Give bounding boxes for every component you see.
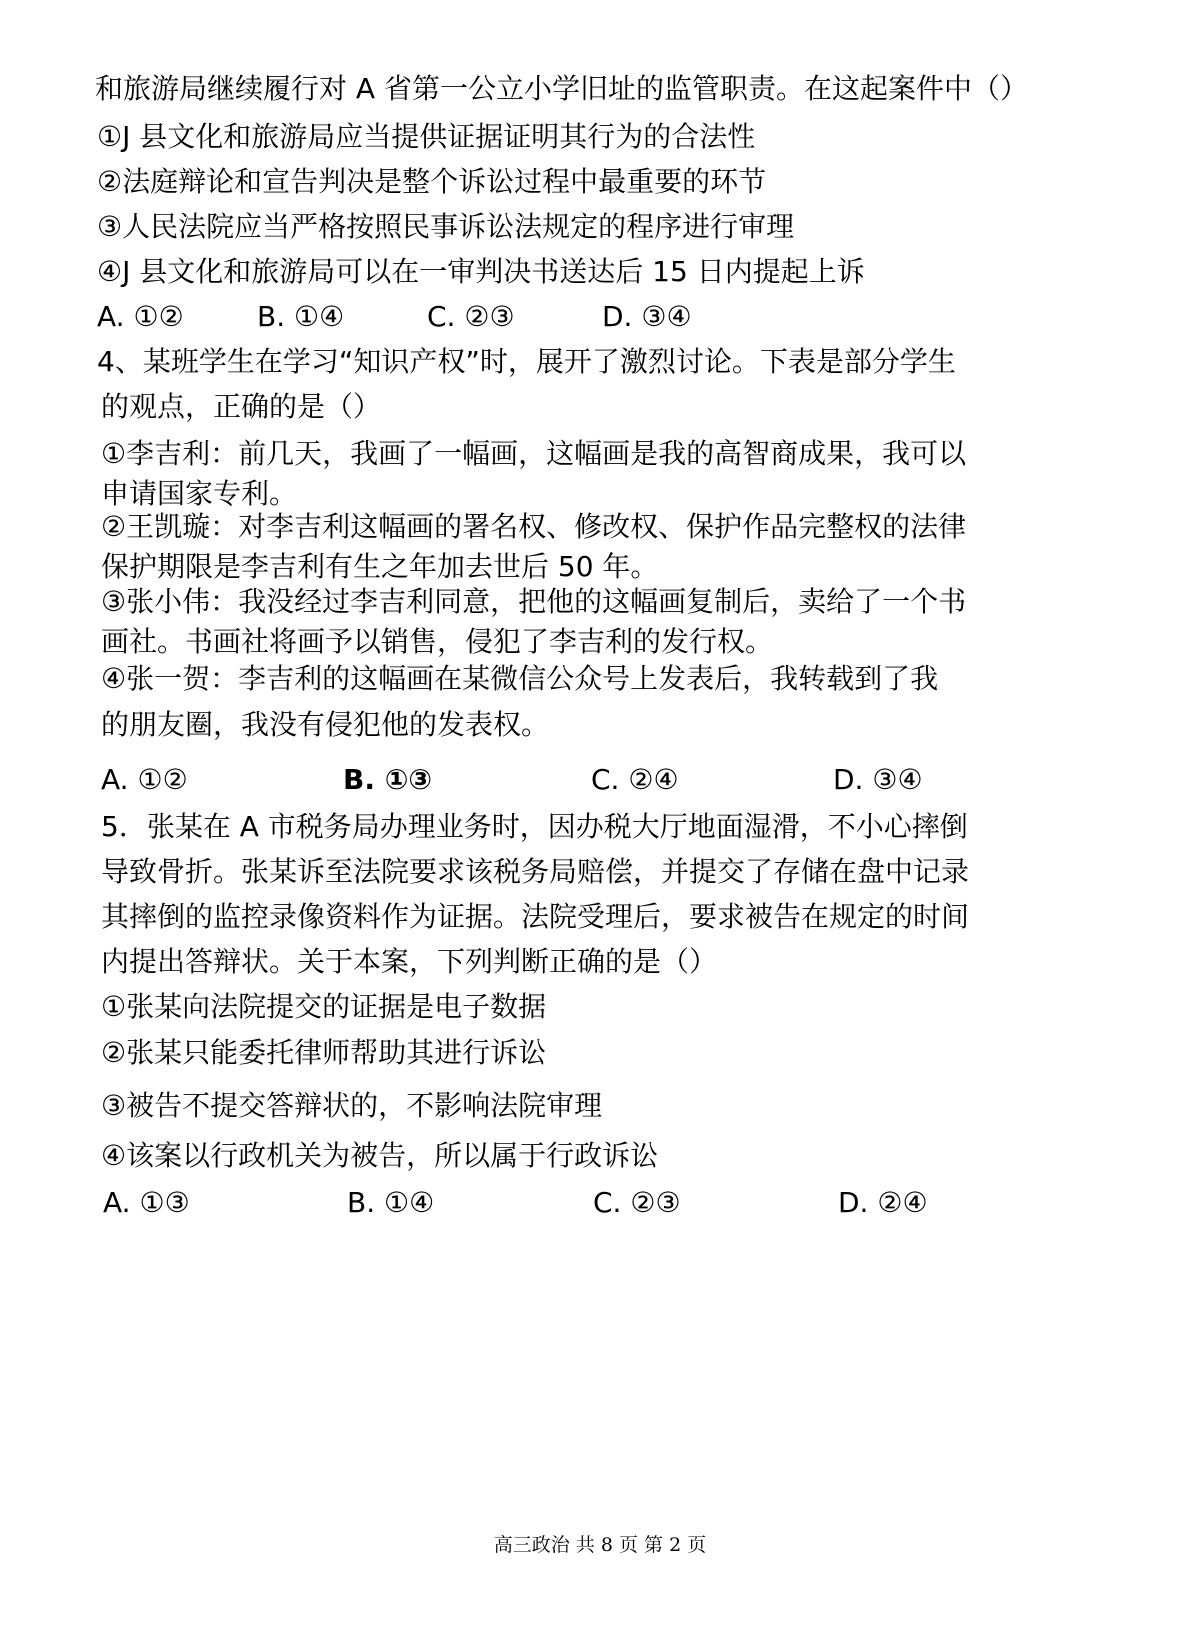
q4-item-2-line-1: ②王凯璇：对李吉利这幅画的署名权、修改权、保护作品完整权的法律	[101, 510, 967, 543]
q5-item-4: ④该案以行政机关为被告，所以属于行政诉讼	[101, 1139, 659, 1172]
q3-item-1: ①J 县文化和旅游局应当提供证据证明其行为的合法性	[97, 120, 756, 153]
q3-item-2: ②法庭辩论和宣告判决是整个诉讼过程中最重要的环节	[97, 165, 767, 198]
q4-option-c: C. ②④	[591, 763, 679, 796]
q5-option-c: C. ②③	[593, 1186, 681, 1219]
q3-item-3: ③人民法院应当严格按照民事诉讼法规定的程序进行审理	[97, 210, 795, 243]
q5-item-2: ②张某只能委托律师帮助其进行诉讼	[101, 1036, 547, 1069]
q4-item-2-line-2: 保护期限是李吉利有生之年加去世后 50 年。	[101, 550, 659, 583]
q3-stem-tail: 和旅游局继续履行对 A 省第一公立小学旧址的监管职责。在这起案件中（）	[95, 72, 1028, 105]
q4-item-3-line-2: 画社。书画社将画予以销售，侵犯了李吉利的发行权。	[101, 625, 774, 658]
q4-stem-line-1: 4、某班学生在学习“知识产权”时，展开了激烈讨论。下表是部分学生	[97, 345, 956, 378]
q3-option-c: C. ②③	[427, 300, 515, 333]
q3-item-4: ④J 县文化和旅游局可以在一审判决书送达后 15 日内提起上诉	[97, 255, 865, 288]
q3-option-d: D. ③④	[602, 300, 692, 333]
q4-item-1-line-2: 申请国家专利。	[101, 477, 298, 510]
q3-option-a: A. ①②	[97, 300, 184, 333]
q5-item-1: ①张某向法院提交的证据是电子数据	[101, 990, 547, 1023]
q4-options	[101, 763, 1001, 797]
q4-item-4-line-2: 的朋友圈，我没有侵犯他的发表权。	[101, 708, 550, 741]
q4-stem-line-2: 的观点，正确的是（）	[101, 390, 382, 423]
q4-item-3-line-1: ③张小伟：我没经过李吉利同意，把他的这幅画复制后，卖给了一个书	[101, 585, 967, 618]
q5-options	[103, 1186, 1003, 1220]
q3-options	[97, 300, 797, 334]
q5-option-d: D. ②④	[838, 1186, 928, 1219]
q4-item-1-line-1: ①李吉利：前几天，我画了一幅画，这幅画是我的高智商成果，我可以	[101, 437, 967, 470]
q4-option-a: A. ①②	[101, 763, 188, 796]
q4-option-b: B. ①③	[343, 763, 433, 796]
q4-option-d: D. ③④	[833, 763, 923, 796]
q5-stem-line-1: 5．张某在 A 市税务局办理业务时，因办税大厅地面湿滑，不小心摔倒	[101, 810, 968, 843]
q5-stem-line-3: 其摔倒的监控录像资料作为证据。法院受理后，要求被告在规定的时间	[101, 900, 970, 933]
q3-option-b: B. ①④	[257, 300, 345, 333]
q4-item-4-line-1: ④张一贺：李吉利的这幅画在某微信公众号上发表后，我转载到了我	[101, 662, 939, 695]
q5-stem-line-4: 内提出答辩状。关于本案，下列判断正确的是（）	[101, 945, 718, 978]
q5-item-3: ③被告不提交答辩状的，不影响法院审理	[101, 1089, 603, 1122]
page-footer: 高三政治 共 8 页 第 2 页	[493, 1534, 707, 1556]
q5-option-b: B. ①④	[347, 1186, 435, 1219]
q5-stem-line-2: 导致骨折。张某诉至法院要求该税务局赔偿，并提交了存储在盘中记录	[101, 855, 970, 888]
q5-option-a: A. ①③	[103, 1186, 190, 1219]
